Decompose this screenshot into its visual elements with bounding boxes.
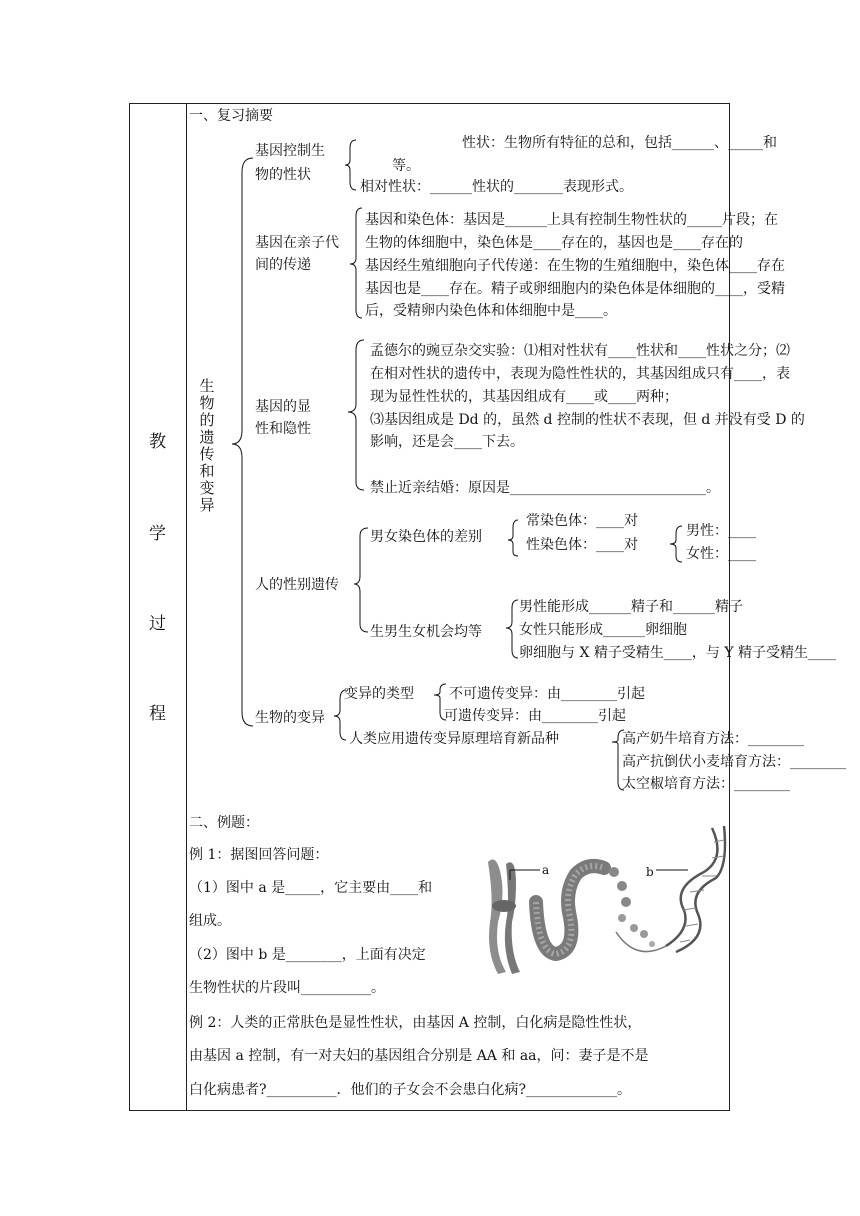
b5-a3: 太空椒培育方法：________: [622, 776, 790, 792]
b2-label-2: 间的传递: [255, 257, 311, 273]
root-char: 传: [199, 445, 215, 463]
brace-b3: [348, 340, 364, 490]
chromosome-drawing: [488, 860, 520, 975]
b3-line6: 禁止近亲结婚：原因是____________________________。: [370, 480, 720, 496]
chromosome-dna-figure: [476, 822, 728, 982]
b4-l1: 男性能形成______精子和______精子: [519, 599, 743, 615]
b1-label-2: 物的性状: [255, 167, 311, 183]
brace-diff: [508, 520, 518, 556]
root-char: 物: [199, 394, 215, 412]
b5-a2: 高产抗倒伏小麦培育方法：________: [622, 754, 846, 770]
q2-line2: 生物性状的片段叫__________。: [189, 980, 385, 996]
b2-line5: 后，受精卵内染色体和体细胞中是____。: [365, 303, 617, 319]
coiled-fiber-drawing: [536, 866, 666, 954]
b2-line3: 基因经生殖细胞向子代传递：在生物的生殖细胞中，染色体____存在: [365, 258, 785, 274]
left-char-3: 过: [149, 614, 166, 634]
b4-label: 人的性别遗传: [255, 577, 339, 593]
b4-sub1: 男女染色体的差别: [370, 529, 482, 545]
b3-line3: 现为显性性状的，其基因组成有____或____两种；: [370, 389, 678, 405]
b4-l2: 女性只能形成______卵细胞: [519, 622, 687, 638]
brace-b1: [345, 140, 356, 190]
b4-l3: 卵细胞与 X 精子受精生____，与 Y 精子受精生____: [519, 645, 837, 661]
example2-line2: 由基因 a 控制，有一对夫妇的基因组合分别是 AA 和 aa，问：妻子是不是: [189, 1048, 649, 1064]
example2-line3: 白化病患者?__________．他们的子女会不会患白化病?_____________。: [189, 1082, 632, 1098]
root-char: 遗: [199, 428, 215, 446]
b2-label-1: 基因在亲子代: [255, 235, 339, 251]
b5-label: 生物的变异: [255, 710, 325, 726]
section1-title: 一、复习摘要: [189, 108, 273, 124]
b1-label-1: 基因控制生: [255, 143, 325, 159]
b3-line1: 孟德尔的豌豆杂交实验：⑴相对性状有____性状和____性状之分；⑵: [370, 343, 790, 359]
b4-male: 男性：____: [686, 523, 756, 539]
b2-line4: 基因也是____存在。精子或卵细胞内的染色体是体细胞的____，受精: [365, 281, 785, 297]
q1-line1: （1）图中 a 是_____，它主要由____和: [189, 880, 433, 896]
example2-line1: 例 2：人类的正常肤色是显性性状，由基因 A 控制，白化病是隐性性状，: [189, 1015, 642, 1031]
root-char: 生: [199, 377, 215, 395]
main-brace: [232, 158, 253, 726]
label-b: b: [646, 865, 654, 879]
b5-t2: 可遗传变异：由________引起: [444, 708, 626, 724]
section2-title: 二、例题：: [189, 815, 259, 831]
b3-line5: 影响，还是会____下去。: [370, 434, 524, 450]
b3-line2: 在相对性状的遗传中，表现为隐性性状的，其基因组成只有____，表: [370, 366, 790, 382]
b5-apply: 人类应用遗传变异原理培育新品种: [349, 731, 559, 747]
root-char: 的: [199, 411, 215, 429]
root-char: 异: [199, 496, 215, 514]
b2-line2: 生物的体细胞中，染色体是____存在的，基因也是____存在的: [365, 235, 743, 251]
root-char: 和: [199, 462, 215, 480]
b1-line3: 相对性状：______性状的_______表现形式。: [360, 179, 633, 195]
b2-line1: 基因和染色体：基因是______上具有控制生物性状的_____片段；在: [365, 212, 778, 228]
brace-b2: [350, 208, 362, 318]
b1-line2: 等。: [392, 158, 420, 174]
b3-label-2: 性和隐性: [255, 421, 311, 437]
b5-a1: 高产奶牛培育方法：________: [622, 731, 804, 747]
b4-auto: 常染色体：____对: [526, 513, 638, 529]
brace-sex: [670, 526, 682, 562]
dna-helix-drawing: [666, 826, 725, 952]
q1-line2: 组成。: [189, 913, 231, 929]
label-a: a: [542, 863, 550, 877]
root-label: [199, 378, 215, 514]
q2-line1: （2）图中 b 是________，上面有决定: [189, 947, 426, 963]
left-char-4: 程: [149, 704, 166, 724]
brace-b4: [354, 528, 368, 632]
brace-equal: [506, 600, 518, 658]
b4-sex: 性染色体：____对: [526, 537, 638, 553]
b1-line1: 性状：生物所有特征的总和，包括______、_____和: [462, 135, 777, 151]
left-char-1: 教: [149, 432, 166, 452]
content-cell: [187, 104, 846, 1110]
example1-title: 例 1：据图回答问题：: [189, 847, 329, 863]
b4-sub2: 生男生女机会均等: [370, 624, 482, 640]
b4-female: 女性：____: [686, 546, 756, 562]
left-char-2: 学: [149, 524, 166, 544]
b3-line4: ⑶基因组成是 Dd 的，虽然 d 控制的性状不表现，但 d 并没有受 D 的: [370, 412, 805, 428]
b5-t1: 不可遗传变异：由________引起: [449, 686, 645, 702]
b3-label-1: 基因的显: [255, 399, 311, 415]
b5-type: 变异的类型: [344, 686, 414, 702]
root-char: 变: [199, 479, 215, 497]
